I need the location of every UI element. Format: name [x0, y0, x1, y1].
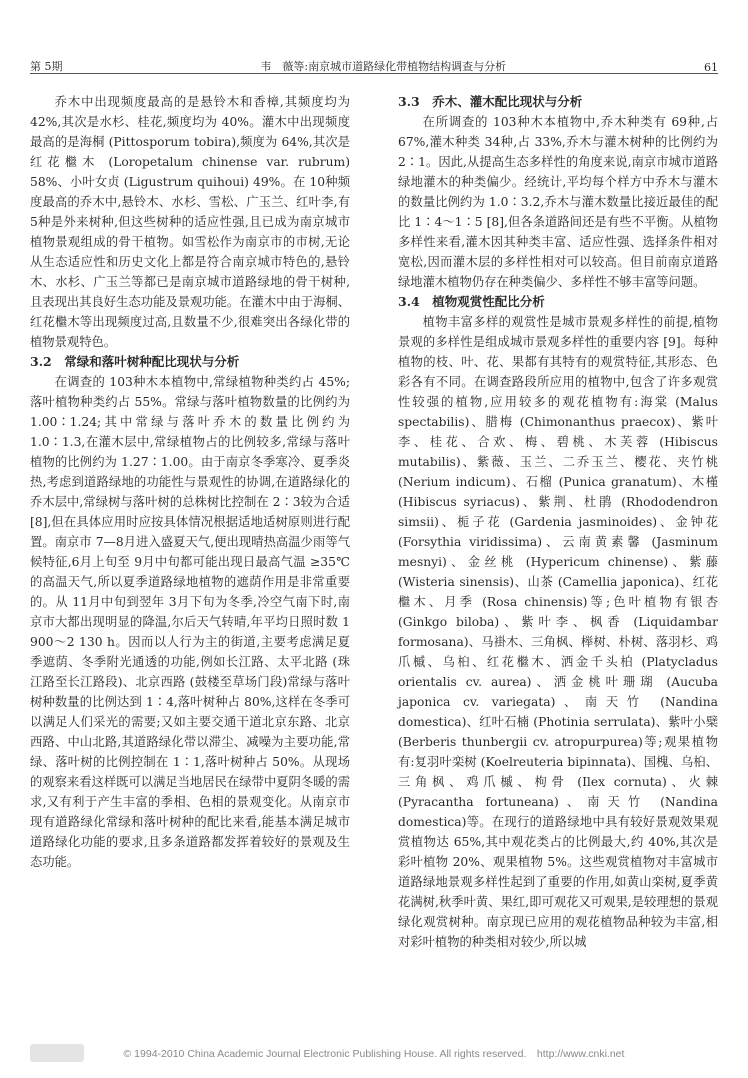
page-footer — [0, 1038, 748, 1068]
left-column — [30, 92, 350, 872]
issue-number: 第 5期 — [30, 60, 63, 73]
paragraph-evergreen-deciduous: 在调查的 103种木本植物中,常绿植物种类约占 45%;落叶植物种类约占 55%。常绿与落叶植物数量的比例约为 1.00∶1.24;其中常绿与落叶乔木的数量比例约为 1.0∶1.3,在灌木层中,常绿植物占的比例较多,常绿与落叶植物的比例约为 1.27∶1.00。由于南京冬季寒冷、夏季炎热,考虑到道路绿地的功能性与景观性的协调,在道路绿化的乔木层中,常绿树与落叶树的总株树比控制在 2∶3较为合适 [8],但在具体应用时应按具体情况根据适地适树原则进行配置。南京市 7—8月进入盛夏天气,便出现晴热高温少雨等气候特征,6月上旬至 9月中旬都可能出现日最高气温 ≥35℃的高温天气,所以夏季道路绿地植物的遮荫作用是非常重要的。从 11月中旬到翌年 3月下旬为冬季,冷空气南下时,南京市大都出现明显的降温,尔后天气转晴,年平均日照时数 1 900～2 130 h。因而以人行为主的街道,主要考虑满足夏季遮荫、冬季附光通透的功能,例如长江路、太平北路 (珠江路至长江路段)、北京西路 (鼓楼至草场门段)常绿与落叶树种数量的比例达到 1∶4,落叶树种占 80%,这样在冬季可以满足人们采光的需要;又如主要交通干道北京东路、北京西路、中山北路,其道路绿化带以滞尘、减噪为主要功能,常绿、落叶树的比例控制在 1∶1,落叶树种占 50%。从现场的观察来看这样既可以满足当地居民在绿带中夏阴冬暖的需求,又有利于产生丰富的季相、色相的景观变化。从南京市现有道路绿化常绿和落叶树种的配比来看,能基本满足城市道路绿化功能的要求,且多条道路都发挥着较好的景观及生态功能。 — [30, 375, 350, 869]
publisher-logo-icon — [30, 1044, 84, 1062]
section-3-2-heading: 3.2 常绿和落叶树种配比现状与分析 — [30, 354, 240, 369]
section-3-4-heading: 3.4 植物观赏性配比分析 — [398, 294, 545, 309]
page-header — [30, 50, 718, 74]
right-column — [398, 92, 718, 952]
page-number: 61 — [704, 61, 718, 74]
section-3-3-heading: 3.3 乔木、灌木配比现状与分析 — [398, 94, 583, 109]
paragraph-tree-frequency: 乔木中出现频度最高的是悬铃木和香樟,其频度均为 42%,其次是水杉、桂花,频度均为 40%。灌木中出现频度最高的是海桐 (Pittosporum tobira),频度为 64%,其次是红花檵木 (Loropetalum chinense var. rubrum) 58%、小叶女贞 (Ligustrum quihoui) 49%。在 10种频度最高的乔木中,悬铃木、水杉、雪松、广玉兰、红叶李,有 5种是外来树种,但这些树种的适应性强,且已成为南京城市植物景观组成的骨干植物。如雪松作为南京市的市树,无论从生态适应性和历史文化上都是符合南京城市特色的,悬铃木、水杉、广玉兰等都已是南京城市道路绿地的骨干树种,且表现出其良好生态功能及景观功能。在灌木中由于海桐、红花檵木等出现频度过高,且数量不少,很难突出各绿化带的植物景观特色。 — [30, 95, 350, 349]
running-title: 韦 薇等:南京城市道路绿化带植物结构调查与分析 — [260, 60, 507, 73]
paragraph-ornamental-plants: 植物丰富多样的观赏性是城市景观多样性的前提,植物景观的多样性是组成城市景观多样性的重要内容 [9]。每种植物的枝、叶、花、果都有其特有的观赏特征,其形态、色彩各有不同。在调查路段所应用的植物中,包含了许多观赏性较强的植物,应用较多的观花植物有:海棠 (Malus spectabilis)、腊梅 (Chimonanthus praecox)、紫叶李、桂花、合欢、梅、碧桃、木芙蓉 (Hibiscus mutabilis)、紫薇、玉兰、二乔玉兰、樱花、夹竹桃 (Nerium indicum)、石榴 (Punica granatum)、木槿 (Hibiscus syriacus)、紫荆、杜鹃 (Rhododendron simsii)、栀子花 (Gardenia jasminoides)、金钟花 (Forsythia viridissima)、云南黄素馨 (Jasminum mesnyi)、金丝桃 (Hypericum chinense)、紫藤 (Wisteria sinensis)、山茶 (Camellia japonica)、红花檵木、月季 (Rosa chinensis)等;色叶植物有银杏 (Ginkgo biloba)、紫叶李、枫香 (Liquidambar formosana)、马褂木、三角枫、榉树、朴树、落羽杉、鸡爪槭、乌桕、红花檵木、洒金千头柏 (Platycladus orientalis cv. aurea)、洒金桃叶珊瑚 (Aucuba japonica cv. variegata)、南天竹 (Nandina domestica)、红叶石楠 (Photinia serrulata)、紫叶小檗 (Berberis thunbergii cv. atropurpurea)等;观果植物有:复羽叶栾树 (Koelreuteria bipinnata)、国槐、乌桕、三角枫、鸡爪槭、枸骨 (Ilex cornuta)、火棘 (Pyracantha fortuneana)、南天竹 (Nandina domestica)等。在现行的道路绿地中具有较好景观效果观赏植物达 65%,其中观花类占的比例最大,约 40%,其次是彩叶植物 20%、观果植物 5%。这些观赏植物对丰富城市道路绿地景观多样性起到了重要的作用,如黄山栾树,夏季黄花满树,秋季叶黄、果红,即可观花又可观果,是较理想的景观绿化观赏树种。南京现已应用的观花植物品种较为丰富,相对彩叶植物的种类相对较少,所以城 — [398, 315, 718, 949]
paragraph-tree-shrub-ratio: 在所调查的 103种木本植物中,乔木种类有 69种,占 67%,灌木种类 34种,占 33%,乔木与灌木树种的比例约为 2∶1。因此,从提高生态多样性的角度来说,南京市城市道路绿地灌木的种类偏少。经统计,平均每个样方中乔木与灌木的数量比例约为 1.0∶3.2,乔木与灌木数量比接近最佳的配比 1∶4～1∶5 [8],但各条道路间还是有些不平衡。从植物多样性来看,灌木因其种类丰富、适应性强、选择条件相对宽松,因而灌木层的多样性相对可以较高。但目前南京道路绿地灌木植物仍存在种类偏少、多样性不够丰富等问题。 — [398, 115, 718, 289]
header-rule — [30, 73, 718, 74]
copyright-notice: © 1994-2010 China Academic Journal Electronic Publishing House. All rights reserved. http://www.cnki.net — [123, 1047, 625, 1060]
